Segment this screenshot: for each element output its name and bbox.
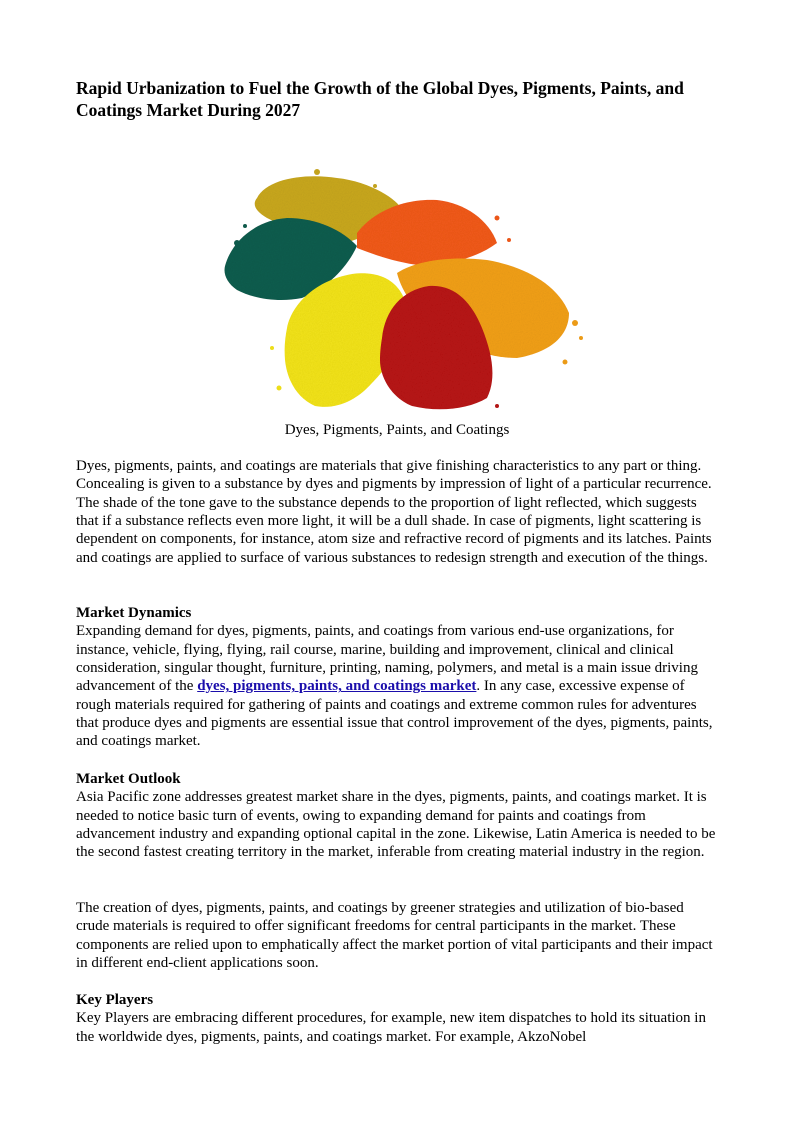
- market-outlook-heading: Market Outlook: [76, 771, 181, 787]
- market-dynamics-text-end: . In any case, excessive expense of rough materials required for gathering of paints and coatings and extreme common rules for adventures that produce dyes and pigments are essential issue that control improvement of the dyes, pigments, paints, and coatings market.: [76, 678, 713, 750]
- intro-paragraph: [76, 457, 718, 567]
- pigment-piles-illustration: [197, 148, 597, 418]
- market-dynamics-paragraph: [76, 622, 718, 750]
- market-report-link[interactable]: dyes, pigments, paints, and coatings market: [197, 678, 477, 695]
- market-dynamics-text-start: Expanding demand for dyes, pigments, paints, and coatings from various end-use organizations, for instance, vehicle, flying, flying, rail course, marine, building and improvement, clinical and clinical consideration, singular thought, furniture, printing, naming, polymers, and metal is a main issue driving advancement of the: [76, 623, 698, 695]
- market-outlook-text: Asia Pacific zone addresses greatest market share in the dyes, pigments, paints, and coatings market. It is needed to notice basic turn of events, owing to expanding demand for paints and coatings from advancement industry and expanding optional capital in the zone. Likewise, Latin America is needed to be the second fastest creating territory in the market, inferable from creating material industry in the region.: [76, 789, 716, 861]
- key-players-section: [76, 991, 718, 1046]
- article-title: Rapid Urbanization to Fuel the Growth of the Global Dyes, Pigments, Paints, and Coatings Market During 2027: [76, 78, 684, 120]
- key-players-text: Key Players are embracing different procedures, for example, new item dispatches to hold its situation in the worldwide dyes, pigments, paints, and coatings market. For example, AkzoNobel: [76, 1010, 706, 1045]
- pigments-photo: [197, 148, 597, 418]
- market-dynamics-section: [76, 604, 718, 751]
- market-dynamics-heading: Market Dynamics: [76, 605, 192, 621]
- creation-paragraph: [76, 899, 718, 972]
- figure-caption: Dyes, Pigments, Paints, and Coatings: [284, 422, 510, 438]
- market-outlook-section: [76, 770, 718, 862]
- key-players-heading: Key Players: [76, 992, 154, 1008]
- intro-text: Dyes, pigments, paints, and coatings are materials that give finishing characteristics to any part or thing. Concealing is given to a substance by dyes and pigments by impression of light of a particular recurrence. The shade of the tone gave to the substance depends to the proportion of light reflected, which suggests that if a substance reflects even more light, it will be a dull shade. In case of pigments, light scattering is dependent on components, for instance, atom size and refractive record of pigments and its latches. Paints and coatings are applied to surface of various substances to redesign strength and execution of the things.: [76, 458, 712, 566]
- creation-text: The creation of dyes, pigments, paints, and coatings by greener strategies and utilization of bio-based crude materials is required to offer significant freedoms for central participants in the market. These components are relied upon to emphatically affect the market portion of vital participants and their impact in different end-client applications soon.: [76, 900, 713, 972]
